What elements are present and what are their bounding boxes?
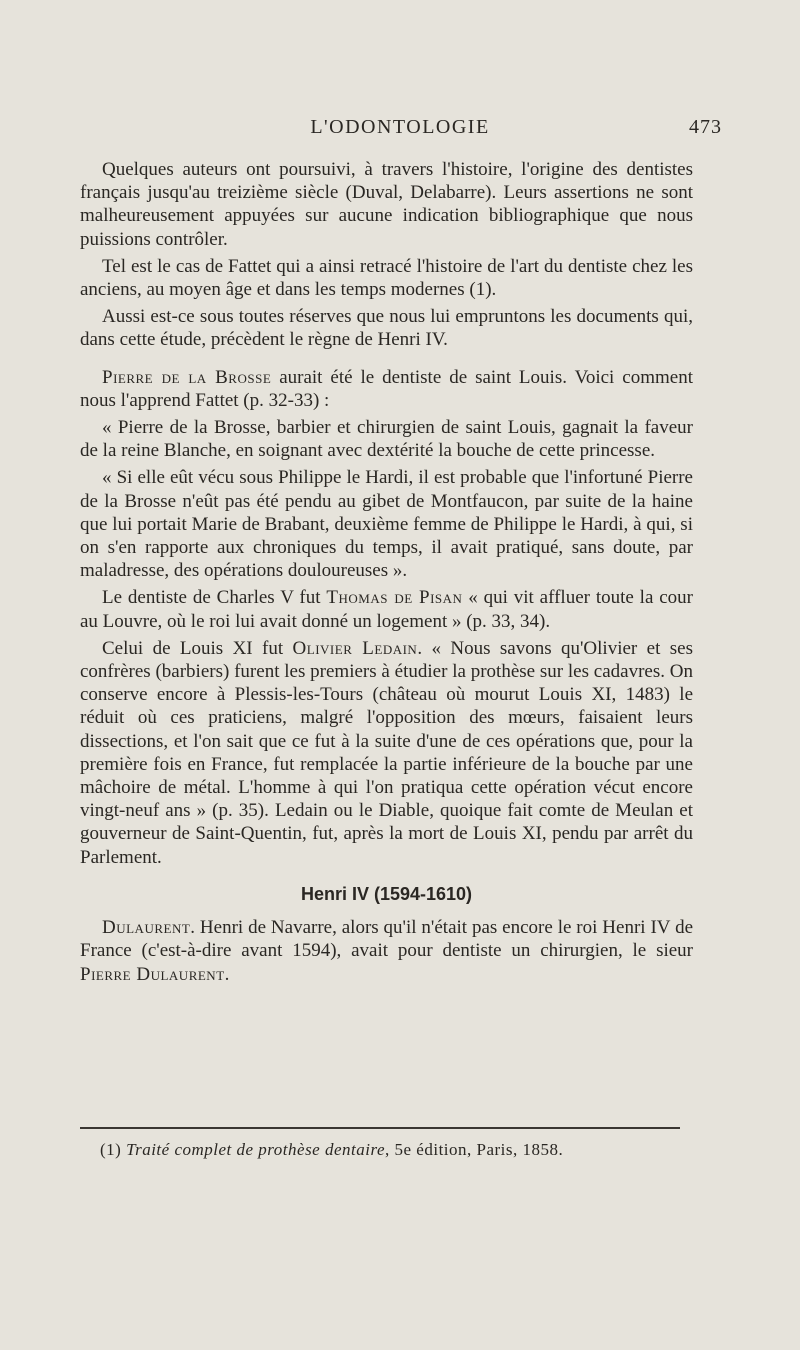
person-name: Pierre Dulaurent bbox=[80, 963, 225, 985]
paragraph bbox=[80, 586, 693, 632]
footnote-marker: (1) bbox=[100, 1140, 127, 1159]
paragraph-text: . « Nous savons qu'Olivier et ses confrères (barbiers) furent les premiers à étudier la prothèse sur les cadavres. On conserve encore à Plessis-les-Tours (château où mourut Louis XI, 1483) le réduit où ces praticiens, malgré l'opposition des mœurs, faisaient leurs dissections, et l'on sait que ce fut à la suite d'une de ces opérations que, pour la première fois en France, fut remplacée la partie inférieure de la bouche par une mâchoire de métal. L'homme à qui l'on pratiqua cette opération vécut encore vingt-neuf ans » (p. 35). Ledain ou le Diable, quoique fait comte de Meulan et gouverneur de Saint-Quentin, fut, après la mort de Louis XI, pendu par arrêt du Parlement. bbox=[80, 637, 693, 868]
paragraph-text: « qui vit affluer toute la cour au Louvre, où le roi lui avait donné un logement » (p. 33, 34). bbox=[80, 587, 694, 632]
running-head bbox=[0, 116, 800, 142]
paragraph: Quelques auteurs ont poursuivi, à travers l'histoire, l'origine des dentistes français jusqu'au treizième siècle (Duval, Delabarre). Leurs assertions ne sont malheureusement appuyées sur aucune indication bibliographique que nous puissions contrôler. bbox=[80, 159, 693, 250]
paragraph: Tel est le cas de Fattet qui a ainsi retracé l'histoire de l'art du dentiste chez les anciens, au moyen âge et dans les temps modernes (1). bbox=[80, 255, 693, 301]
person-name: Thomas de Pisan bbox=[326, 587, 463, 609]
paragraph-text: Le dentiste de Charles V fut bbox=[102, 587, 327, 609]
footnote-rule bbox=[80, 1127, 680, 1129]
body-text bbox=[80, 158, 693, 990]
paragraph bbox=[80, 366, 693, 412]
page-number: 473 bbox=[689, 116, 722, 138]
paragraph-text: . Henri de Navarre, alors qu'il n'était pas encore le roi Henri IV de France (c'est-à-dire avant 1594), avait pour dentiste un chirurgien, le sieur bbox=[80, 917, 693, 962]
footnote bbox=[100, 1140, 700, 1160]
running-title: L'ODONTOLOGIE bbox=[310, 116, 490, 138]
paragraph-text: . bbox=[224, 963, 230, 985]
person-name: Dulaurent bbox=[102, 917, 191, 939]
paragraph: Aussi est-ce sous toutes réserves que nous lui empruntons les documents qui, dans cette étude, précèdent le règne de Henri IV. bbox=[80, 306, 693, 351]
person-name: Pierre de la Brosse bbox=[102, 366, 272, 388]
paragraph bbox=[80, 916, 693, 986]
paragraph-text: aurait été le dentiste de saint Louis. Voici comment nous l'apprend Fattet (p. 32-33) : bbox=[80, 366, 693, 411]
footnote-text: , 5e édition, Paris, 1858. bbox=[385, 1140, 564, 1159]
footnote-title: Traité complet de prothèse dentaire bbox=[126, 1140, 385, 1159]
paragraph: « Si elle eût vécu sous Philippe le Hardi, il est probable que l'infortuné Pierre de la Brosse n'eût pas été pendu au gibet de Montfaucon, par suite de la haine que lui portait Marie de Brabant, deuxième femme de Philippe le Hardi, à qui, si on s'en rapporte aux chroniques du temps, il avait pratiqué, sans doute, par maladresse, des opérations douloureuses ». bbox=[80, 467, 693, 582]
person-name: Olivier Ledain bbox=[292, 637, 418, 659]
paragraph-text: Celui de Louis XI fut bbox=[102, 637, 293, 659]
paragraph: « Pierre de la Brosse, barbier et chirurgien de saint Louis, gagnait la faveur de la reine Blanche, en soignant avec dextérité la bouche de cette princesse. bbox=[80, 417, 693, 462]
paragraph bbox=[80, 637, 693, 869]
section-heading: Henri IV (1594-1610) bbox=[300, 883, 473, 904]
